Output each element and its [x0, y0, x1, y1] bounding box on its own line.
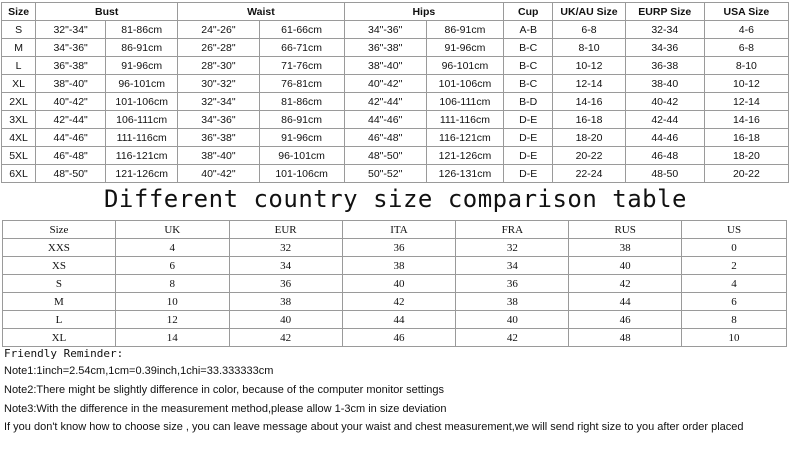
table-cell: 96-101cm — [426, 57, 503, 75]
table-cell: 42"-44" — [344, 93, 426, 111]
table-cell: 20-22 — [553, 147, 625, 165]
table-cell: 38"-40" — [36, 75, 106, 93]
comparison-header-ita: ITA — [342, 221, 456, 239]
table-cell: S — [2, 21, 36, 39]
table-cell: 91-96cm — [259, 129, 344, 147]
table-cell: 106-111cm — [106, 111, 178, 129]
comparison-row — [3, 257, 787, 275]
table-cell: D-E — [504, 111, 553, 129]
table-cell: 32 — [456, 239, 569, 257]
table-cell: 96-101cm — [106, 75, 178, 93]
table-cell: 46-48 — [625, 147, 704, 165]
table-cell: 5XL — [2, 147, 36, 165]
size-chart-row — [2, 39, 789, 57]
table-cell: D-E — [504, 165, 553, 183]
table-cell: 44"-46" — [344, 111, 426, 129]
note-1: Note1:1inch=2.54cm,1cm=0.39inch,1chi=33.333333cm — [4, 365, 274, 377]
table-cell: 91-96cm — [106, 57, 178, 75]
table-cell: 34"-36" — [178, 111, 259, 129]
table-cell: 8 — [115, 275, 229, 293]
comparison-header-size: Size — [3, 221, 116, 239]
table-cell: 10-12 — [704, 75, 788, 93]
table-cell: 44 — [342, 311, 456, 329]
table-cell: 40 — [569, 257, 682, 275]
table-cell: 14-16 — [704, 111, 788, 129]
table-cell: 22-24 — [553, 165, 625, 183]
comparison-header-eur: EUR — [229, 221, 342, 239]
table-cell: 30"-32" — [178, 75, 259, 93]
table-cell: 4 — [682, 275, 787, 293]
table-cell: 44-46 — [625, 129, 704, 147]
table-cell: S — [3, 275, 116, 293]
table-cell: 6XL — [2, 165, 36, 183]
table-cell: 38"-40" — [344, 57, 426, 75]
table-cell: 101-106cm — [259, 165, 344, 183]
table-cell: 48"-50" — [344, 147, 426, 165]
header-bust: Bust — [36, 3, 178, 21]
table-cell: XXS — [3, 239, 116, 257]
table-cell: 36 — [229, 275, 342, 293]
table-cell: 8 — [682, 311, 787, 329]
table-cell: 38-40 — [625, 75, 704, 93]
note-2: Note2:There might be slightly difference in color, because of the computer monitor settings — [4, 384, 445, 396]
table-cell: 46 — [569, 311, 682, 329]
table-cell: 61-66cm — [259, 21, 344, 39]
size-chart-row — [2, 129, 789, 147]
table-cell: 36"-38" — [36, 57, 106, 75]
size-chart-header-row — [2, 3, 789, 21]
table-cell: 44"-46" — [36, 129, 106, 147]
comparison-header-fra: FRA — [456, 221, 569, 239]
table-cell: 121-126cm — [106, 165, 178, 183]
note-3: Note3:With the difference in the measurement method,please allow 1-3cm in size deviation — [4, 403, 447, 415]
table-cell: 36 — [456, 275, 569, 293]
table-cell: 48"-50" — [36, 165, 106, 183]
table-cell: 121-126cm — [426, 147, 503, 165]
friendly-reminder-title: Friendly Reminder: — [4, 347, 124, 360]
table-cell: 38"-40" — [178, 147, 259, 165]
table-cell: 24"-26" — [178, 21, 259, 39]
table-cell: L — [2, 57, 36, 75]
table-cell: D-E — [504, 147, 553, 165]
comparison-row — [3, 293, 787, 311]
table-cell: 18-20 — [553, 129, 625, 147]
table-cell: B-D — [504, 93, 553, 111]
table-cell: XL — [2, 75, 36, 93]
table-cell: 40 — [229, 311, 342, 329]
table-cell: 34 — [229, 257, 342, 275]
table-cell: 50"-52" — [344, 165, 426, 183]
note-4: If you don't know how to choose size , you can leave message about your waist and chest measurement,we will send right size to you after order placed — [4, 421, 744, 433]
table-cell: 42 — [456, 329, 569, 347]
table-cell: 46"-48" — [36, 147, 106, 165]
table-cell: 38 — [569, 239, 682, 257]
table-cell: 42 — [229, 329, 342, 347]
table-cell: 14 — [115, 329, 229, 347]
comparison-row — [3, 239, 787, 257]
table-cell: 34 — [456, 257, 569, 275]
table-cell: 8-10 — [553, 39, 625, 57]
table-cell: 71-76cm — [259, 57, 344, 75]
table-cell: 44 — [569, 293, 682, 311]
table-cell: 20-22 — [704, 165, 788, 183]
table-cell: 101-106cm — [426, 75, 503, 93]
header-uk-au-size: UK/AU Size — [553, 3, 625, 21]
table-cell: 40 — [456, 311, 569, 329]
comparison-row — [3, 311, 787, 329]
table-cell: B-C — [504, 57, 553, 75]
table-cell: B-C — [504, 75, 553, 93]
size-chart-table — [1, 2, 789, 183]
table-cell: 126-131cm — [426, 165, 503, 183]
table-cell: 101-106cm — [106, 93, 178, 111]
table-cell: 8-10 — [704, 57, 788, 75]
table-cell: 16-18 — [704, 129, 788, 147]
table-cell: 38 — [456, 293, 569, 311]
comparison-header-uk: UK — [115, 221, 229, 239]
table-cell: 111-116cm — [106, 129, 178, 147]
header-hips: Hips — [344, 3, 504, 21]
table-cell: 6-8 — [553, 21, 625, 39]
table-cell: XL — [3, 329, 116, 347]
table-cell: 32"-34" — [178, 93, 259, 111]
table-cell: 10-12 — [553, 57, 625, 75]
table-cell: 4XL — [2, 129, 36, 147]
table-cell: 42 — [569, 275, 682, 293]
table-cell: 0 — [682, 239, 787, 257]
table-cell: L — [3, 311, 116, 329]
table-cell: 36 — [342, 239, 456, 257]
table-cell: B-C — [504, 39, 553, 57]
table-cell: 36"-38" — [344, 39, 426, 57]
table-cell: 36-38 — [625, 57, 704, 75]
comparison-title: Different country size comparison table — [103, 185, 688, 213]
table-cell: 36"-38" — [178, 129, 259, 147]
table-cell: 86-91cm — [426, 21, 503, 39]
table-cell: 76-81cm — [259, 75, 344, 93]
size-chart-row — [2, 165, 789, 183]
table-cell: 116-121cm — [426, 129, 503, 147]
table-cell: 111-116cm — [426, 111, 503, 129]
table-cell: 18-20 — [704, 147, 788, 165]
table-cell: 38 — [229, 293, 342, 311]
table-cell: 106-111cm — [426, 93, 503, 111]
table-cell: 96-101cm — [259, 147, 344, 165]
table-cell: 10 — [682, 329, 787, 347]
table-cell: 12-14 — [704, 93, 788, 111]
table-cell: 81-86cm — [259, 93, 344, 111]
table-cell: 48-50 — [625, 165, 704, 183]
table-cell: 32-34 — [625, 21, 704, 39]
table-cell: 32 — [229, 239, 342, 257]
table-cell: 34"-36" — [36, 39, 106, 57]
table-cell: 48 — [569, 329, 682, 347]
table-cell: 91-96cm — [426, 39, 503, 57]
table-cell: 12 — [115, 311, 229, 329]
size-chart-row — [2, 21, 789, 39]
header-eurp-size: EURP Size — [625, 3, 704, 21]
size-chart-row — [2, 93, 789, 111]
comparison-header-row — [3, 221, 787, 239]
table-cell: 42-44 — [625, 111, 704, 129]
table-cell: 14-16 — [553, 93, 625, 111]
table-cell: 4-6 — [704, 21, 788, 39]
table-cell: XS — [3, 257, 116, 275]
table-cell: 4 — [115, 239, 229, 257]
table-cell: 86-91cm — [259, 111, 344, 129]
table-cell: 2XL — [2, 93, 36, 111]
table-cell: 40 — [342, 275, 456, 293]
header-size: Size — [2, 3, 36, 21]
size-chart-row — [2, 111, 789, 129]
header-cup: Cup — [504, 3, 553, 21]
table-cell: 6 — [682, 293, 787, 311]
table-cell: 40"-42" — [178, 165, 259, 183]
table-cell: M — [3, 293, 116, 311]
table-cell: 34-36 — [625, 39, 704, 57]
notes-section — [4, 345, 789, 436]
size-chart-row — [2, 75, 789, 93]
table-cell: 46"-48" — [344, 129, 426, 147]
table-cell: 40"-42" — [344, 75, 426, 93]
comparison-row — [3, 275, 787, 293]
table-cell: 16-18 — [553, 111, 625, 129]
comparison-header-rus: RUS — [569, 221, 682, 239]
table-cell: 6 — [115, 257, 229, 275]
table-cell: 28"-30" — [178, 57, 259, 75]
table-cell: 12-14 — [553, 75, 625, 93]
comparison-row — [3, 329, 787, 347]
table-cell: 10 — [115, 293, 229, 311]
table-cell: 3XL — [2, 111, 36, 129]
table-cell: 42"-44" — [36, 111, 106, 129]
header-waist: Waist — [178, 3, 344, 21]
table-cell: 116-121cm — [106, 147, 178, 165]
table-cell: 6-8 — [704, 39, 788, 57]
table-cell: 2 — [682, 257, 787, 275]
table-cell: 66-71cm — [259, 39, 344, 57]
table-cell: 46 — [342, 329, 456, 347]
table-cell: 40-42 — [625, 93, 704, 111]
country-comparison-table — [2, 220, 787, 347]
size-chart-row — [2, 57, 789, 75]
header-usa-size: USA Size — [704, 3, 788, 21]
table-cell: 42 — [342, 293, 456, 311]
table-cell: 86-91cm — [106, 39, 178, 57]
table-cell: 40"-42" — [36, 93, 106, 111]
table-cell: 32"-34" — [36, 21, 106, 39]
table-cell: 81-86cm — [106, 21, 178, 39]
table-cell: D-E — [504, 129, 553, 147]
table-cell: 34"-36" — [344, 21, 426, 39]
size-chart-row — [2, 147, 789, 165]
table-cell: A-B — [504, 21, 553, 39]
table-cell: M — [2, 39, 36, 57]
table-cell: 26"-28" — [178, 39, 259, 57]
comparison-header-us: US — [682, 221, 787, 239]
table-cell: 38 — [342, 257, 456, 275]
